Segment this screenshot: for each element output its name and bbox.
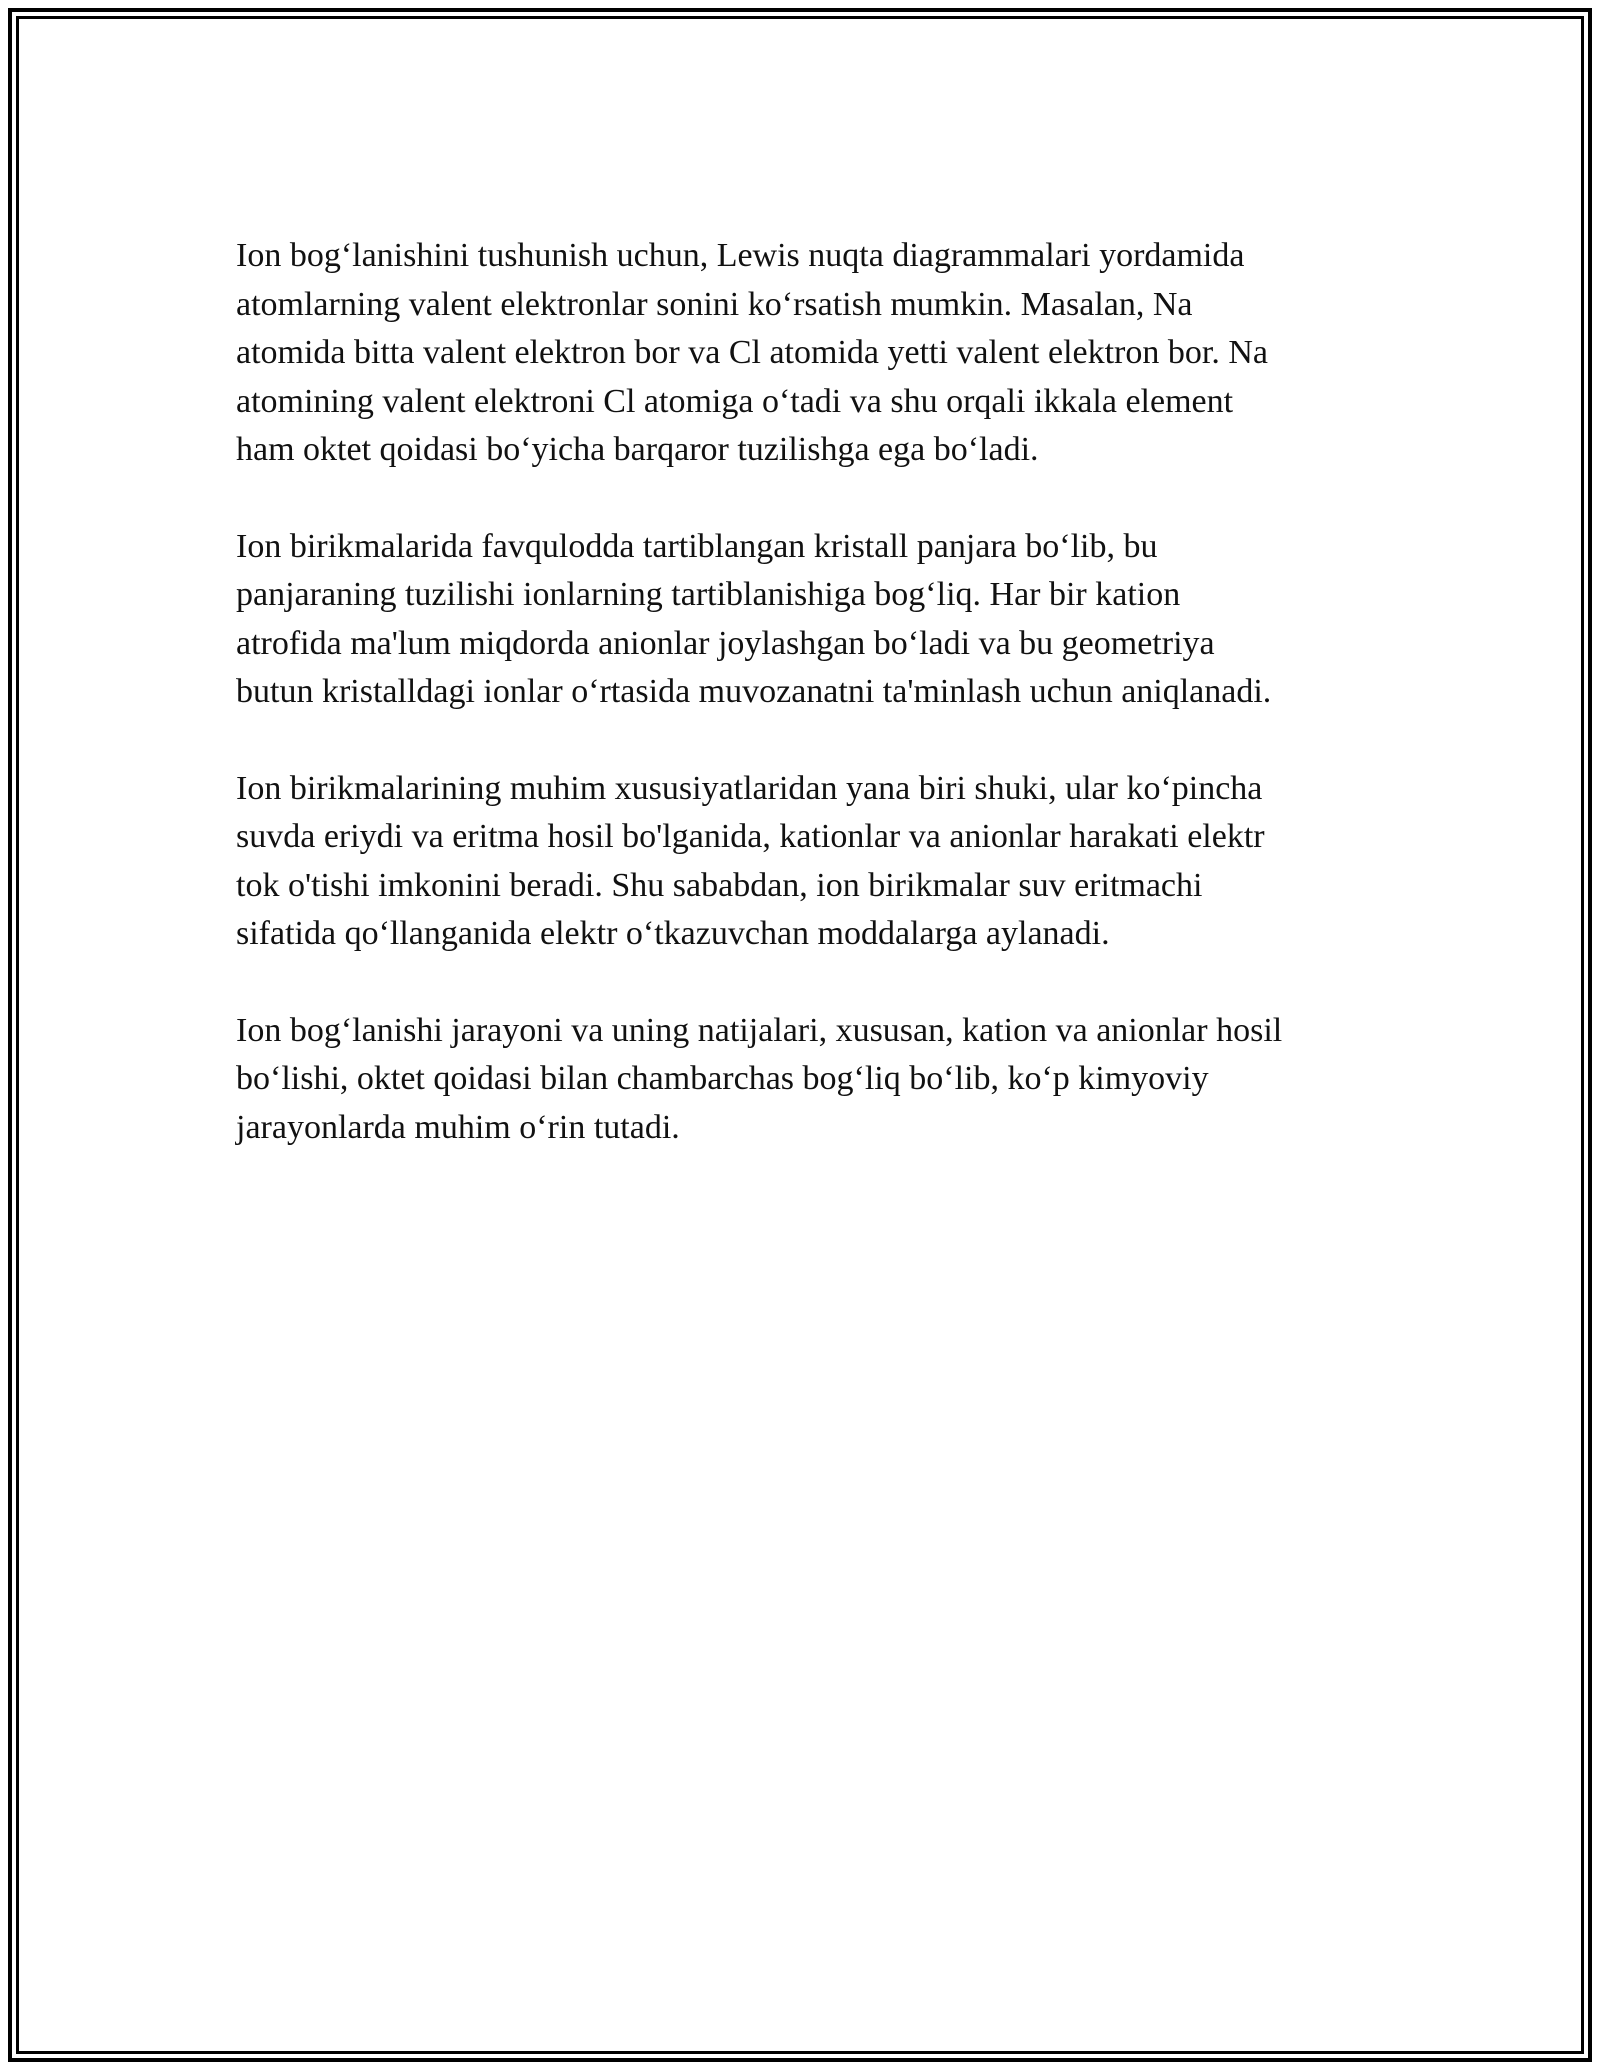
paragraph-solubility-conductivity [236, 765, 1376, 959]
text-line: Ion birikmalarida favqulodda tartiblangan kristall panjara bo‘lib, bu [236, 527, 1158, 565]
text-line: jarayonlarda muhim o‘rin tutadi. [236, 1108, 680, 1146]
text-line: suvda eriydi va eritma hosil bo'lganida, kationlar va anionlar harakati elektr [236, 818, 1265, 855]
text-line: Ion birikmalarining muhim xususiyatlaridan yana biri shuki, ular ko‘pincha [236, 769, 1263, 807]
text-line: atomining valent elektroni Cl atomiga o‘tadi va shu orqali ikkala element [236, 382, 1234, 420]
text-line: Ion bog‘lanishi jarayoni va uning natijalari, xususan, kation va anionlar hosil [236, 1011, 1283, 1049]
text-line: tok o'tishi imkonini beradi. Shu sababdan, ion birikmalar suv eritmachi [236, 866, 1203, 904]
text-line: atomida bitta valent elektron bor va Cl atomida yetti valent elektron bor. Na [236, 334, 1268, 371]
paragraph-conclusion [236, 1007, 1376, 1153]
paragraph-lewis-diagrams [236, 232, 1376, 475]
text-line: ham oktet qoidasi bo‘yicha barqaror tuzilishga ega bo‘ladi. [236, 431, 1039, 468]
text-line: butun kristalldagi ionlar o‘rtasida muvozanatni ta'minlash uchun aniqlanadi. [236, 673, 1272, 710]
text-line: sifatida qo‘llanganida elektr o‘tkazuvchan moddalarga aylanadi. [236, 915, 1110, 952]
text-line: atrofida ma'lum miqdorda anionlar joylashgan bo‘ladi va bu geometriya [236, 624, 1215, 662]
paragraph-crystal-lattice [236, 523, 1376, 717]
text-line: atomlarning valent elektronlar sonini ko‘rsatish mumkin. Masalan, Na [236, 285, 1193, 323]
text-line: bo‘lishi, oktet qoidasi bilan chambarchas bog‘liq bo‘lib, ko‘p kimyoviy [236, 1060, 1209, 1097]
text-line: panjaraning tuzilishi ionlarning tartiblanishiga bog‘liq. Har bir kation [236, 576, 1181, 613]
text-line: Ion bog‘lanishini tushunish uchun, Lewis nuqta diagrammalari yordamida [236, 237, 1245, 274]
document-body [236, 232, 1376, 1200]
